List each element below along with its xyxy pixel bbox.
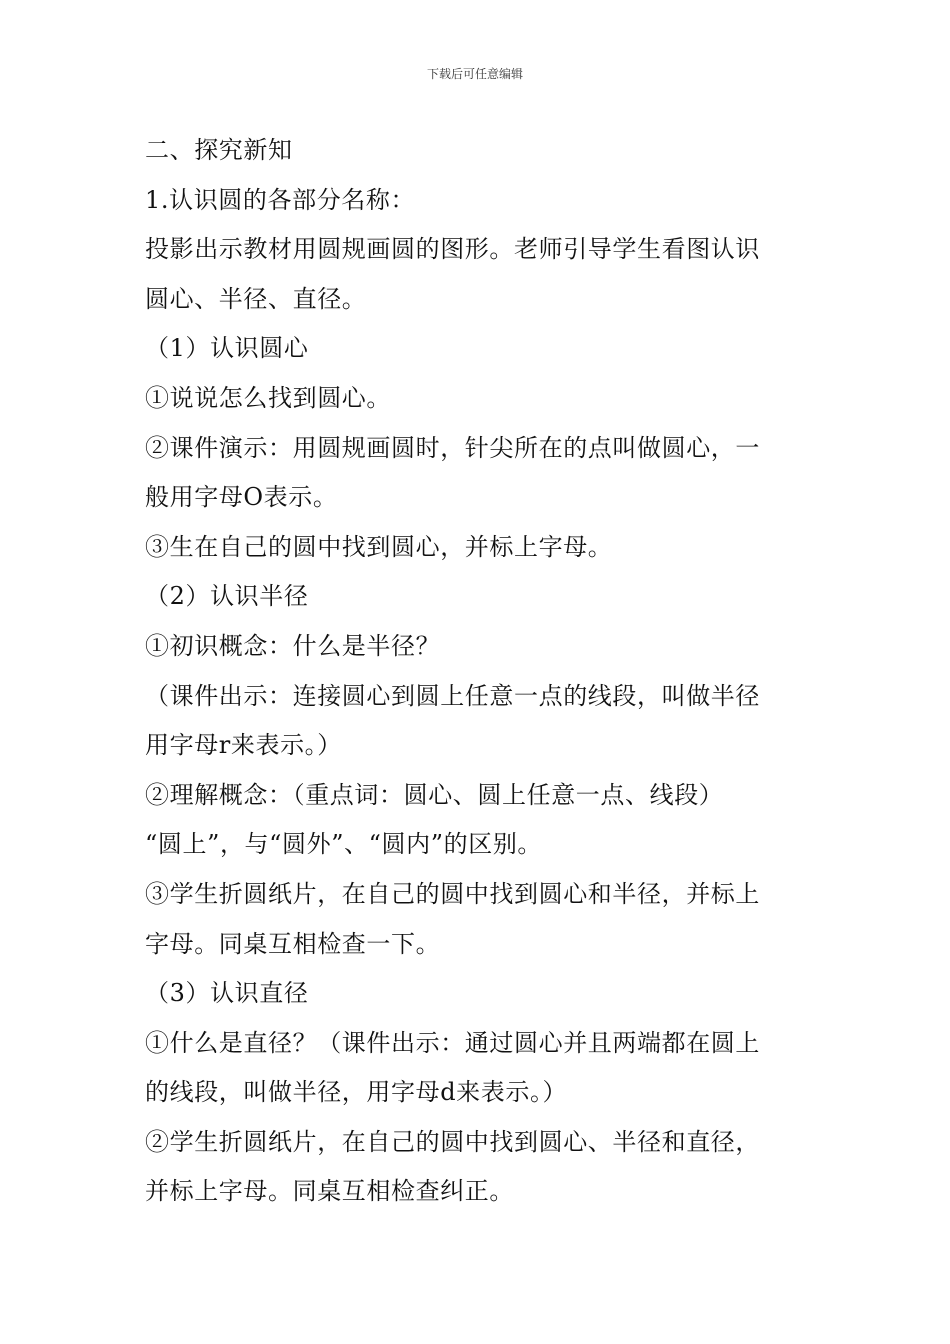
paragraph-line: 并标上字母。同桌互相检查纠正。	[145, 1177, 514, 1206]
paragraph-line: ①说说怎么找到圆心。	[145, 383, 391, 412]
paragraph-line: 字母。同桌互相检查一下。	[145, 929, 441, 958]
paragraph-line: ③学生折圆纸片，在自己的圆中找到圆心和半径，并标上	[145, 879, 760, 908]
paragraph-line: （课件出示：连接圆心到圆上任意一点的线段，叫做半径	[145, 681, 760, 710]
paragraph-line: ②课件演示：用圆规画圆时，针尖所在的点叫做圆心，一	[145, 433, 760, 462]
paragraph-line: ②学生折圆纸片，在自己的圆中找到圆心、半径和直径，	[145, 1127, 760, 1156]
paragraph-line: 投影出示教材用圆规画圆的图形。老师引导学生看图认识	[145, 235, 760, 264]
item-heading-diameter: （3）认识直径	[145, 979, 309, 1008]
item-heading-center: （1）认识圆心	[145, 334, 309, 363]
item-heading-radius: （2）认识半径	[145, 582, 309, 611]
paragraph-line: ③生在自己的圆中找到圆心，并标上字母。	[145, 532, 613, 561]
paragraph-line: ②理解概念：（重点词：圆心、圆上任意一点、线段）	[145, 780, 724, 809]
paragraph-line: ①初识概念：什么是半径？	[145, 631, 441, 660]
paragraph-line: 的线段，叫做半径，用字母d来表示。）	[145, 1078, 568, 1107]
section-heading: 二、探究新知	[145, 136, 293, 164]
paragraph-line: 用字母r来表示。）	[145, 731, 342, 760]
paragraph-line: 般用字母O表示。	[145, 483, 338, 512]
subsection-heading: 1.认识圆的各部分名称：	[145, 185, 416, 214]
paragraph-line: 圆心、半径、直径。	[145, 284, 367, 313]
paragraph-line: “圆上”，与“圆外”、“圆内”的区别。	[145, 830, 543, 859]
document-body	[145, 126, 813, 1217]
page-header: 下载后可任意编辑	[426, 67, 523, 81]
paragraph-line: ①什么是直径？（课件出示：通过圆心并且两端都在圆上	[145, 1028, 760, 1057]
